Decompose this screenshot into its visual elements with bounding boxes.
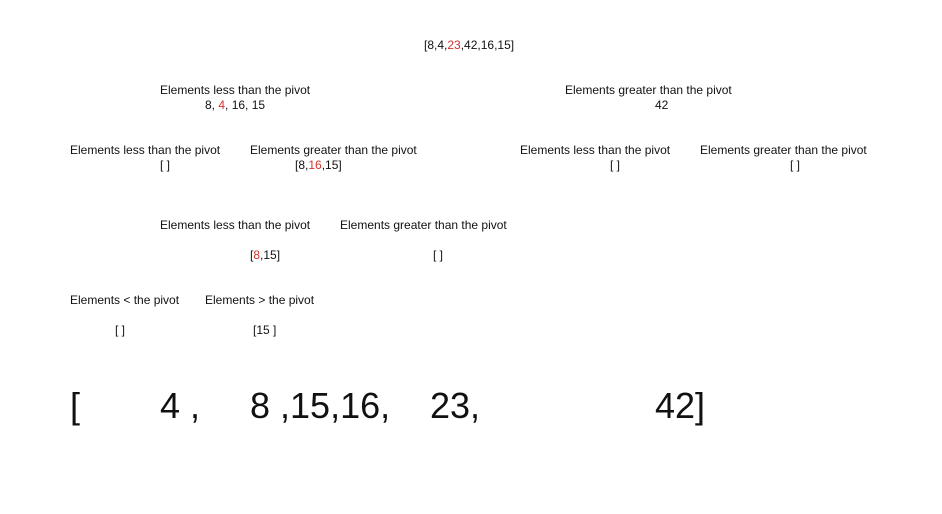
level2-left-less-value: [ ] xyxy=(160,158,171,172)
level2-left-greater-values xyxy=(295,158,342,172)
level2-right-less-label: Elements less than the pivot xyxy=(520,143,671,157)
level2-left-greater-post: ,15] xyxy=(321,158,342,172)
result-element-4: 42] xyxy=(655,385,706,426)
level3-greater-label: Elements greater than the pivot xyxy=(340,218,507,232)
level1-left-post: , 16, 15 xyxy=(225,98,266,112)
level4-less-value: [ ] xyxy=(115,323,126,337)
level1-left-label: Elements less than the pivot xyxy=(160,83,311,97)
root-array-open: [8,4, xyxy=(424,38,448,52)
result-element-3: 23, xyxy=(430,385,481,426)
level1-left-values xyxy=(205,98,265,112)
level3-less-pre: [ xyxy=(250,248,254,262)
root-array-close: ,42,16,15] xyxy=(460,38,515,52)
level1-right-label: Elements greater than the pivot xyxy=(565,83,732,97)
level3-less-pivot: 8 xyxy=(253,248,261,262)
level3-greater-value: [ ] xyxy=(433,248,444,262)
level2-right-greater-value: [ ] xyxy=(790,158,801,172)
level2-right-less-value: [ ] xyxy=(610,158,621,172)
root-pivot: 23 xyxy=(447,38,461,52)
level2-right-greater-label: Elements greater than the pivot xyxy=(700,143,867,157)
result-element-2: 8 ,15,16, xyxy=(250,385,391,426)
level2-left-greater-label: Elements greater than the pivot xyxy=(250,143,417,157)
level1-right-value: 42 xyxy=(655,98,669,112)
level1-left-pre: 8, xyxy=(205,98,219,112)
level4-less-label: Elements < the pivot xyxy=(70,293,180,307)
level4-greater-value: [15 ] xyxy=(253,323,277,337)
level3-less-values xyxy=(250,248,280,262)
root-array xyxy=(424,38,514,52)
level3-less-post: ,15] xyxy=(260,248,281,262)
level2-left-greater-pivot: 16 xyxy=(308,158,322,172)
level3-less-label: Elements less than the pivot xyxy=(160,218,311,232)
result-element-1: 4 , xyxy=(160,385,201,426)
result-open-bracket: [ xyxy=(70,385,81,426)
level2-left-less-label: Elements less than the pivot xyxy=(70,143,221,157)
level1-left-pivot: 4 xyxy=(218,98,226,112)
level2-left-greater-pre: [8, xyxy=(295,158,309,172)
level4-greater-label: Elements > the pivot xyxy=(205,293,315,307)
